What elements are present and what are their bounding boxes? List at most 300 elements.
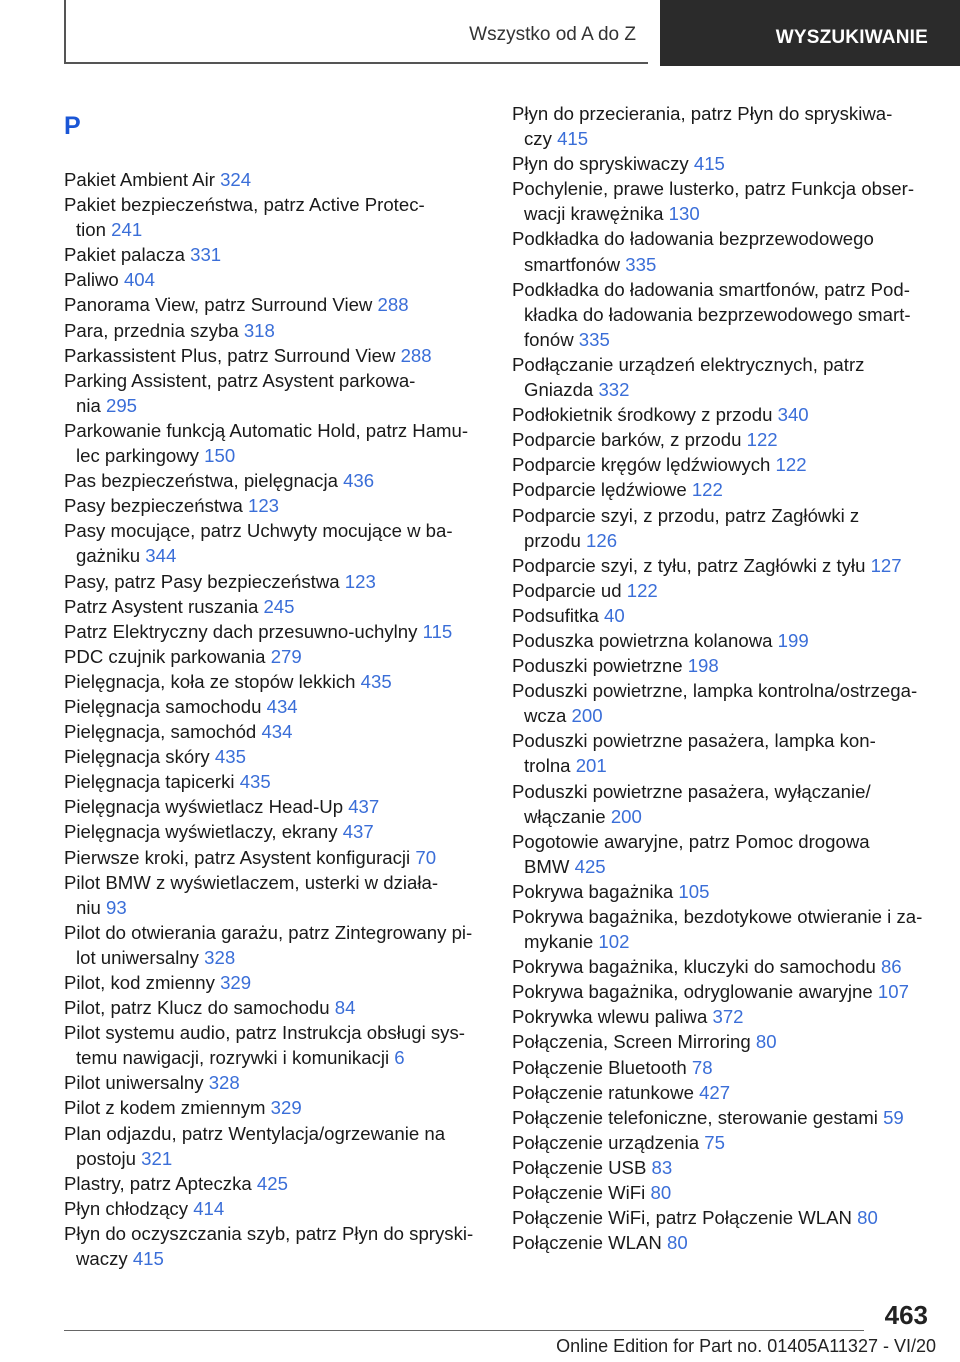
index-entry-label: Pokrywa bagażnika, bezdotykowe otwieranie i za- [512,906,923,927]
index-entry-text [64,920,484,945]
index-entry [64,242,484,267]
index-entry [512,628,952,653]
index-entry-label: Pasy, patrz Pasy bezpieczeństwa [64,570,340,592]
index-entry-text [64,192,484,217]
index-entry-text [512,427,952,452]
index-column-right [512,101,952,1255]
index-letter-heading: P [64,112,81,140]
index-entry-label: Pogotowie awaryjne, patrz Pomoc drogowa [512,830,870,852]
index-entry-text [512,1004,952,1029]
page-reference-link[interactable]: 83 [651,1156,673,1178]
index-entry-text [512,553,952,578]
index-entry-text [64,443,484,468]
page-reference-link[interactable]: 329 [220,972,252,993]
page-reference-link[interactable]: 415 [132,1248,164,1270]
index-entry-text [512,176,952,201]
index-entry-text [64,368,484,393]
index-entry [64,694,484,719]
index-entry [512,176,952,226]
page-reference-link[interactable]: 288 [400,344,432,366]
index-entry [512,352,952,402]
index-entry-text [512,929,952,954]
index-entry-label: Połączenie urządzenia [512,1131,700,1153]
index-entry-label: Poduszki powietrzne pasażera, lampka kon- [512,730,876,752]
index-entry-text [512,252,952,277]
page-reference-link[interactable]: 84 [334,997,356,1019]
index-entry-text [512,1230,952,1255]
index-entry-text [64,167,484,192]
index-entry-label: Pilot BMW z wyświetlaczem, usterki w działa- [64,871,439,893]
index-column-left [64,100,484,1271]
index-entry-label: Pielęgnacja skóry [64,746,210,768]
index-entry [512,452,952,477]
index-entry-label: Podparcie lędźwiowe [512,479,687,501]
index-entry-text [512,302,952,327]
index-entry [64,920,484,970]
index-entry [512,1004,952,1029]
index-entry-label: Poduszki powietrzne pasażera, wyłączanie/ [512,780,871,802]
page-reference-link[interactable]: 295 [106,394,138,416]
footer-divider [64,1330,864,1331]
page-reference-link[interactable]: 59 [883,1106,904,1128]
index-entry-label: włączanie [524,805,606,827]
index-entry-text [512,728,952,753]
index-entry-text [512,528,952,553]
index-entry-label: Płyn do oczyszczania szyb, patrz Płyn do spryski- [64,1222,474,1244]
index-entry-label: wcza [524,705,567,727]
index-entry-text [64,393,484,418]
page-reference-link[interactable]: 436 [343,470,375,492]
index-entry-label: temu nawigacji, rozrywki i komunikacji [76,1047,390,1069]
index-entry [512,553,952,578]
page-reference-link[interactable]: 200 [610,805,642,827]
page-reference-link[interactable]: 434 [266,695,298,717]
index-entry-label: lec parkingowy [76,445,199,467]
index-entry [64,769,484,794]
index-entry [64,619,484,644]
index-entry [64,167,484,192]
page-reference-link[interactable]: 80 [857,1207,878,1229]
index-entry-text [64,1045,484,1070]
index-entry [64,794,484,819]
page-reference-link[interactable]: 414 [193,1197,225,1219]
index-entry-label: Podkładka do ładowania smartfonów, patrz Pod- [512,278,910,300]
page-reference-link[interactable]: 127 [870,554,902,576]
index-entry-label: Poduszki powietrzne [512,655,683,677]
index-entry-label: Pielęgnacja wyświetlaczy, ekrany [64,821,338,843]
index-entry-label: Pas bezpieczeństwa, pielęgnacja [64,470,338,492]
index-entry-text [64,1196,484,1221]
index-entry-label: niu [76,896,101,918]
page-reference-link[interactable]: 415 [557,128,589,150]
index-entry-text [64,819,484,844]
page-reference-link[interactable]: 245 [263,595,295,617]
index-entry-text [512,151,952,176]
index-entry-text [512,979,952,1004]
index-entry-label: Płyn do przecierania, patrz Płyn do spryskiwa- [512,103,893,124]
index-entry [64,995,484,1020]
index-entry [512,1055,952,1080]
index-entry-label: Pokrywa bagażnika [512,880,674,902]
index-entry-text [64,719,484,744]
page-reference-link[interactable]: 340 [777,404,809,426]
index-entry [512,1105,952,1130]
page-reference-link[interactable]: 425 [256,1172,288,1194]
page-reference-link[interactable]: 415 [693,153,725,175]
index-entry-label: Pakiet palacza [64,244,185,266]
index-entry [64,644,484,669]
page-reference-link[interactable]: 86 [880,956,902,978]
page-reference-link[interactable]: 288 [377,294,409,316]
index-entry-text [512,477,952,502]
page-reference-link[interactable]: 434 [261,721,293,743]
index-entry-label: Podłokietnik środkowy z przodu [512,404,773,426]
index-entry-label: mykanie [524,931,594,953]
index-entries-right [512,101,952,1255]
page-reference-link[interactable]: 335 [625,253,657,275]
index-entry-label: Patrz Elektryczny dach przesuwno-uchylny [64,620,418,642]
index-entry-text [512,904,952,929]
page-reference-link[interactable]: 199 [777,629,809,651]
index-entry-text [512,753,952,778]
index-entry [64,318,484,343]
page-reference-link[interactable]: 130 [668,203,700,225]
page-number: 463 [884,1300,928,1330]
index-entry-label: Połączenie ratunkowe [512,1081,694,1103]
index-entry [512,954,952,979]
index-entry-label: tion [76,219,106,241]
index-entry-label: Pasy bezpieczeństwa [64,495,243,517]
index-entry-text [64,794,484,819]
index-entry-label: przodu [524,529,581,551]
page-reference-link[interactable]: 437 [342,821,374,843]
index-entry-label: kładka do ładowania bezprzewodowego smart- [524,303,911,325]
page-reference-link[interactable]: 241 [111,219,143,241]
index-entry [512,979,952,1004]
index-entry-label: Połączenie WiFi [512,1182,646,1204]
index-entry [512,427,952,452]
index-entry-text [512,1029,952,1054]
page-reference-link[interactable]: 331 [190,244,222,266]
index-entry-text [64,744,484,769]
index-entry-label: Pokrywa bagażnika, kluczyki do samochodu [512,956,876,978]
page-reference-link[interactable]: 332 [598,379,630,401]
index-entry-label: fonów [524,328,574,350]
index-entry-text [512,1205,952,1230]
page-reference-link[interactable]: 105 [678,880,710,902]
page-reference-link[interactable]: 78 [691,1056,713,1078]
page-reference-link[interactable]: 200 [571,705,603,727]
index-entry-label: Pilot z kodem zmiennym [64,1097,266,1119]
page-reference-link[interactable]: 318 [243,319,275,341]
index-entry-label: Parkowanie funkcją Automatic Hold, patrz Hamu- [64,419,469,441]
index-entry-text [64,644,484,669]
index-entry-text [64,970,484,995]
index-entry-label: Podparcie szyi, z przodu, patrz Zagłówki z [512,504,860,526]
page-reference-link[interactable]: 427 [699,1081,731,1103]
index-entry-text [512,578,952,603]
index-entry-label: Pilot uniwersalny [64,1072,204,1094]
page-reference-link[interactable]: 201 [575,755,607,777]
index-entry [64,1221,484,1271]
index-entry-text [512,779,952,804]
page-reference-link[interactable]: 6 [394,1047,405,1069]
index-entry [512,603,952,628]
index-entry-label: Pilot, patrz Klucz do samochodu [64,997,330,1019]
index-entry-label: Połączenie USB [512,1156,647,1178]
index-entry-label: smartfonów [524,253,621,275]
index-entry-label: Pokrywka wlewu paliwa [512,1006,708,1028]
index-entry [512,1130,952,1155]
index-entry-text [64,870,484,895]
index-entry-label: Podparcie ud [512,579,622,601]
index-entry-label: Gniazda [524,379,594,401]
index-entry-label: Podparcie szyi, z tyłu, patrz Zagłówki z tyłu [512,554,866,576]
index-entry [512,101,952,151]
index-entry-text [64,493,484,518]
index-entry [64,468,484,493]
index-entry [512,1080,952,1105]
index-entry-text [512,829,952,854]
section-title: Wszystko od A do Z [469,24,636,45]
index-entry-label: Patrz Asystent ruszania [64,595,259,617]
page-reference-link[interactable]: 107 [877,981,909,1003]
page-reference-link[interactable]: 123 [344,570,376,592]
page-reference-link[interactable]: 344 [145,545,177,567]
index-entry-text [64,468,484,493]
index-entry [512,477,952,502]
index-entry [64,669,484,694]
index-entry [64,569,484,594]
index-entry-text [64,945,484,970]
index-entry-label: Podparcie barków, z przodu [512,429,742,451]
index-entry-text [64,267,484,292]
index-entry [64,418,484,468]
index-entry [64,1196,484,1221]
index-entry-label: Plan odjazdu, patrz Wentylacja/ogrzewanie na [64,1122,446,1144]
index-entry [64,518,484,568]
page-reference-link[interactable]: 123 [247,495,280,517]
index-entry-text [64,418,484,443]
index-entry-label: Pielęgnacja samochodu [64,695,262,717]
index-entry-label: Płyn do spryskiwaczy [512,153,689,175]
index-entry-text [512,1105,952,1130]
index-entry-text [512,703,952,728]
index-entry-text [512,653,952,678]
index-entry-label: Pilot systemu audio, patrz Instrukcja obsługi sys- [64,1022,465,1044]
index-entry-text [512,226,952,251]
page-reference-link[interactable]: 122 [775,454,807,476]
page-reference-link[interactable]: 324 [220,169,252,190]
index-entry-text [512,1180,952,1205]
index-entry-label: Plastry, patrz Apteczka [64,1172,252,1194]
index-entry [512,829,952,879]
index-entry-text [64,769,484,794]
page-reference-link[interactable]: 404 [123,269,155,291]
index-entry-label: Pakiet bezpieczeństwa, patrz Active Protec- [64,194,425,216]
page-reference-link[interactable]: 372 [712,1006,744,1028]
index-entry [512,678,952,728]
index-entry-label: trolna [524,755,571,777]
index-entry-text [512,628,952,653]
index-entry-label: Pilot, kod zmienny [64,972,215,993]
index-entry-label: BMW [524,855,570,877]
index-entry [512,1205,952,1230]
index-entry [512,1155,952,1180]
index-entry-label: Pasy mocujące, patrz Uchwyty mocujące w ba- [64,520,453,542]
index-entry-label: czy [524,128,552,150]
index-entry [512,1230,952,1255]
index-entry-text [64,543,484,568]
index-entry-label: Pochylenie, prawe lusterko, patrz Funkcja obser- [512,178,915,200]
index-entry-label: gażniku [76,545,141,567]
index-entry-text [64,242,484,267]
page-reference-link[interactable]: 328 [208,1072,240,1094]
index-entry-label: postoju [76,1147,136,1169]
index-entry-label: Pielęgnacja wyświetlacz Head-Up [64,796,344,818]
index-entry-label: Pielęgnacja, samochód [64,721,257,743]
index-entry [512,879,952,904]
page-reference-link[interactable]: 80 [755,1031,777,1053]
index-entry-text [64,1121,484,1146]
page-reference-link[interactable]: 198 [687,655,719,677]
index-entry [64,1171,484,1196]
index-entry-text [512,503,952,528]
index-entry [512,653,952,678]
index-entry-text [512,277,952,302]
index-entry-text [64,995,484,1020]
index-entry-label: Panorama View, patrz Surround View [64,294,373,316]
index-entry-text [64,518,484,543]
index-entry-text [512,1080,952,1105]
index-entry [64,970,484,995]
page-reference-link[interactable]: 435 [214,746,246,768]
index-entry [64,845,484,870]
index-entry-label: Podłączanie urządzeń elektrycznych, patrz [512,353,865,375]
index-entry-text [512,1055,952,1080]
page-reference-link[interactable]: 122 [626,579,658,601]
index-entry-text [512,452,952,477]
page-reference-link[interactable]: 80 [667,1232,688,1254]
page-reference-link[interactable]: 70 [415,846,437,868]
index-entry [64,493,484,518]
page-reference-link[interactable]: 329 [270,1097,302,1119]
index-entry-text [64,1146,484,1171]
index-entry-text [512,327,952,352]
page-reference-link[interactable]: 93 [106,896,127,918]
index-entry-label: Pokrywa bagażnika, odryglowanie awaryjne [512,981,873,1003]
index-entry-text [64,1070,484,1095]
index-entry-label: Poduszki powietrzne, lampka kontrolna/ostrzega- [512,680,918,702]
index-entry [64,1095,484,1120]
index-entry-label: Pakiet Ambient Air [64,169,215,190]
page-header [0,0,960,66]
index-entry-label: Para, przednia szyba [64,319,239,341]
index-entry-text [64,1171,484,1196]
index-entry [512,503,952,553]
index-entry [64,870,484,920]
index-entry-label: nia [76,394,101,416]
page-reference-link[interactable]: 335 [578,328,610,350]
page-reference-link[interactable]: 435 [239,771,271,793]
index-entry-label: Połączenie WLAN [512,1232,662,1254]
index-entry [64,368,484,418]
page-reference-link[interactable]: 75 [704,1131,725,1153]
index-entry-text [512,954,952,979]
page-reference-link[interactable]: 437 [348,796,380,818]
page-reference-link[interactable]: 40 [604,604,625,626]
index-entry-label: Połączenia, Screen Mirroring [512,1031,751,1053]
index-entries-left [64,167,484,1271]
page-reference-link[interactable]: 115 [422,620,453,642]
index-entry-text [512,854,952,879]
index-entry-text [512,1130,952,1155]
index-entry-text [512,101,952,126]
index-entry-label: wacji krawężnika [524,203,664,225]
index-entry [64,819,484,844]
index-entry-label: Połączenie WiFi, patrz Połączenie WLAN [512,1207,852,1229]
index-entry-label: Pierwsze kroki, patrz Asystent konfiguracji [64,846,411,868]
index-entry-label: Parkassistent Plus, patrz Surround View [64,344,396,366]
index-entry [512,226,952,276]
page-reference-link[interactable]: 150 [204,445,236,467]
index-entry-text [64,669,484,694]
index-entry-text [64,217,484,242]
page-reference-link[interactable]: 435 [360,670,392,692]
page-reference-link[interactable]: 279 [270,645,302,667]
index-entry-label: PDC czujnik parkowania [64,645,266,667]
search-tab[interactable] [660,0,960,66]
page-reference-link[interactable]: 126 [586,529,618,551]
index-entry-text [64,594,484,619]
index-entry-text [64,1221,484,1246]
index-entry [512,904,952,954]
index-entry-label: Podparcie kręgów lędźwiowych [512,454,771,476]
index-entry [512,578,952,603]
index-entry [64,1070,484,1095]
index-entry-text [64,895,484,920]
index-entry-text [512,879,952,904]
page-reference-link[interactable]: 122 [746,429,778,451]
index-entry-text [64,318,484,343]
index-entry-label: waczy [76,1248,128,1270]
page-reference-link[interactable]: 328 [204,946,236,968]
index-entry [64,267,484,292]
page-reference-link[interactable]: 321 [141,1147,173,1169]
index-entry-text [512,377,952,402]
index-entry-label: Połączenie telefoniczne, sterowanie gestami [512,1106,878,1128]
index-entry-text [64,619,484,644]
index-entry [64,594,484,619]
index-entry [64,1020,484,1070]
page-reference-link[interactable]: 425 [574,855,606,877]
index-entry-label: Pielęgnacja, koła ze stopów lekkich [64,670,356,692]
index-entry-text [64,845,484,870]
index-entry-label: Pilot do otwierania garażu, patrz Zintegrowany pi- [64,921,473,943]
index-entry-label: Płyn chłodzący [64,1197,189,1219]
page-reference-link[interactable]: 102 [598,931,630,953]
index-entry [512,728,952,778]
page-reference-link[interactable]: 122 [691,479,723,501]
page-reference-link[interactable]: 80 [650,1182,672,1204]
index-entry-text [512,352,952,377]
index-entry [512,151,952,176]
index-entry-label: Podkładka do ładowania bezprzewodowego [512,228,874,250]
index-entry-text [64,343,484,368]
index-entry-text [512,201,952,226]
index-entry-label: Połączenie Bluetooth [512,1056,687,1078]
index-entry-label: Podsufitka [512,604,599,626]
